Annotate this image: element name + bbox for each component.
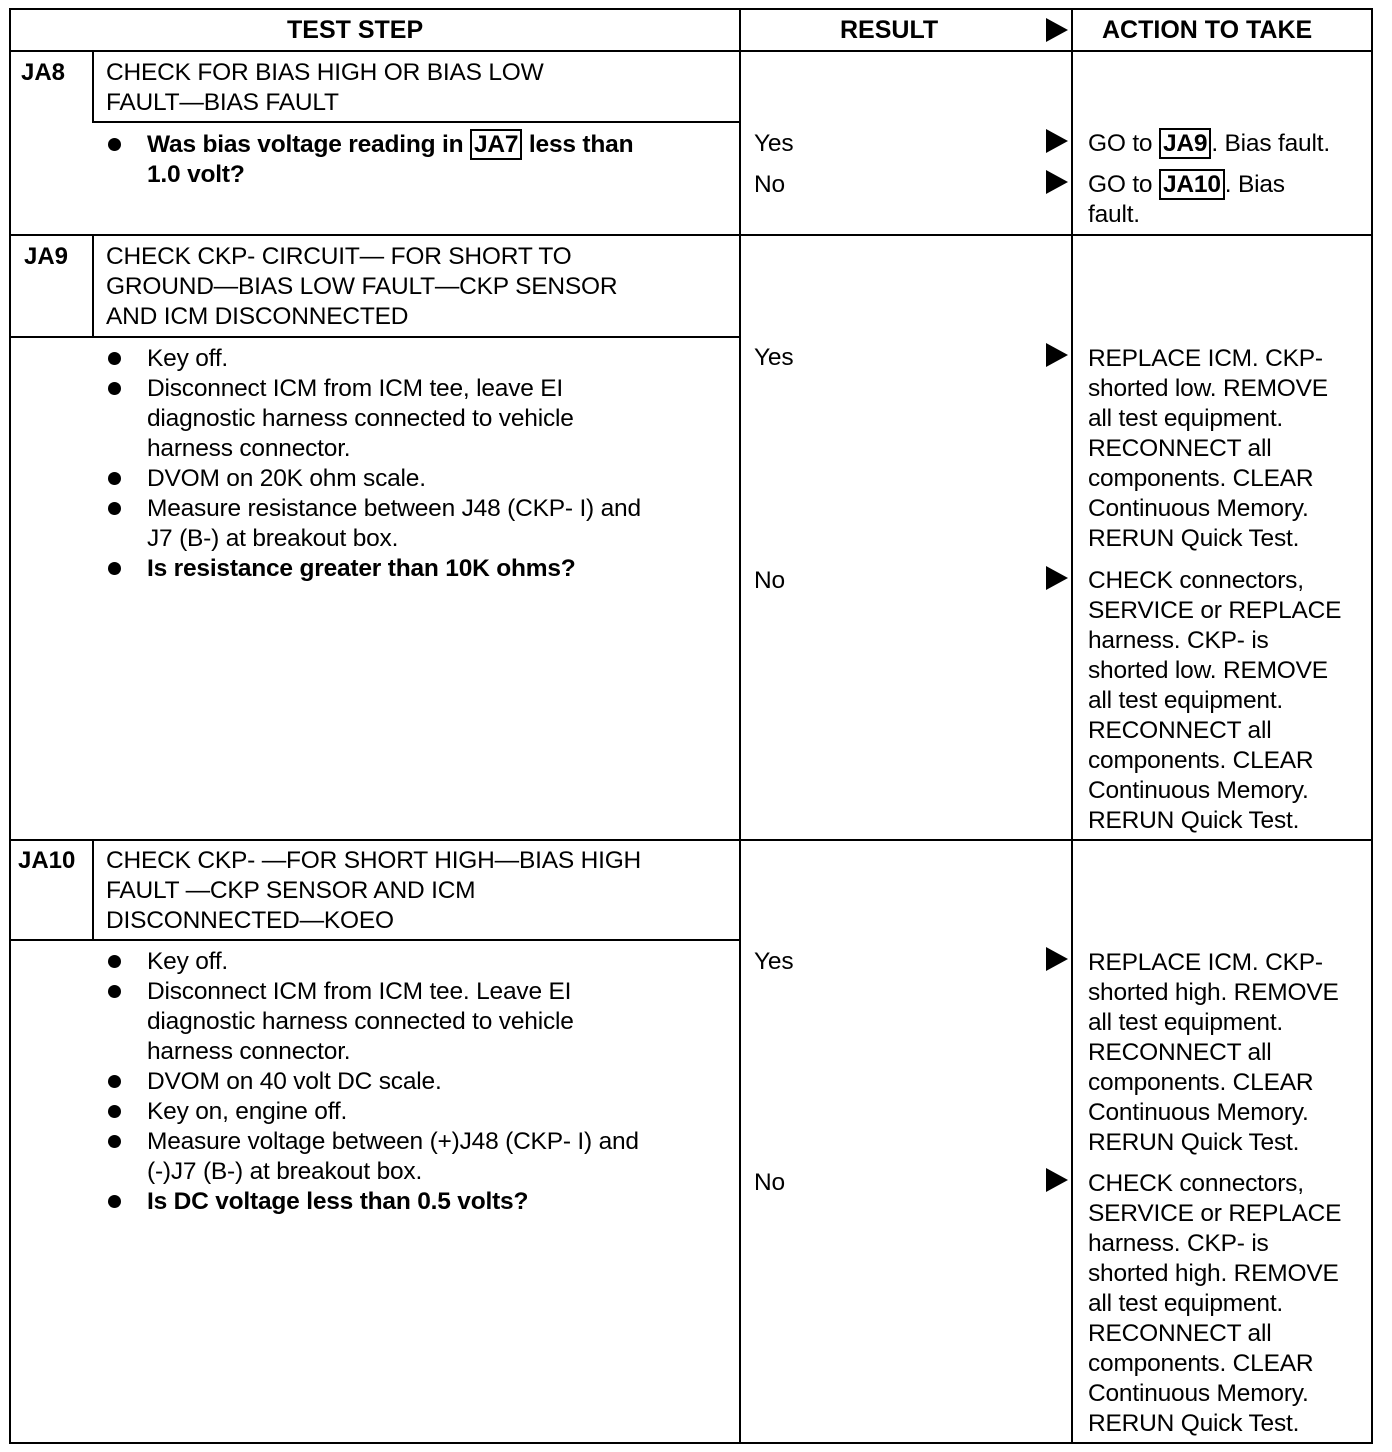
header-action: ACTION TO TAKE [1102,16,1313,44]
ref-ja9[interactable]: JA9 [1159,128,1211,159]
step-title-ja10-line2: FAULT —CKP SENSOR AND ICM [106,877,476,904]
bullet-icon [108,472,121,485]
action-ja10-yes: REPLACE ICM. CKP- [1088,949,1323,976]
step-item-ja10: Key off. [147,948,229,975]
step-item-ja10: diagnostic harness connected to vehicle [147,1008,574,1035]
step-title-ja8-line1: CHECK FOR BIAS HIGH OR BIAS LOW [106,59,544,86]
bullet-icon [108,1105,121,1118]
action-ja9-no: all test equipment. [1088,687,1284,714]
action-ja9-no: components. CLEAR [1088,747,1314,774]
step-title-ja9-line3: AND ICM DISCONNECTED [106,303,409,330]
action-ja10-yes: shorted high. REMOVE [1088,979,1339,1006]
step-item-ja10: Disconnect ICM from ICM tee. Leave EI [147,978,572,1005]
step-item-ja10: Key on, engine off. [147,1098,348,1125]
bullet-icon [108,985,121,998]
action-ja10-no: RERUN Quick Test. [1088,1410,1300,1437]
bullet-icon [108,382,121,395]
step-title-ja10-line3: DISCONNECTED—KOEO [106,907,394,934]
step-item-ja10: Measure voltage between (+)J48 (CKP- I) and [147,1128,639,1155]
divider-ja8-title [92,121,740,123]
action-ja9-yes: REPLACE ICM. CKP- [1088,345,1323,372]
action-ja9-yes: RERUN Quick Test. [1088,525,1300,552]
bullet-icon [108,502,121,515]
step-id-ja8: JA8 [21,59,66,86]
step-id-ja10: JA10 [18,847,76,874]
action-ja10-no: shorted high. REMOVE [1088,1260,1339,1287]
action-ja9-no: RECONNECT all [1088,717,1272,744]
action-ja9-no: RERUN Quick Test. [1088,807,1300,834]
arrow-icon [1046,170,1068,194]
arrow-icon [1046,129,1068,153]
divider-ja8-end [9,234,1373,236]
result-ja10-no: No [754,1169,785,1196]
step-title-ja9-line1: CHECK CKP- CIRCUIT— FOR SHORT TO [106,243,572,270]
bullet-icon [108,1075,121,1088]
divider-ja10-title [9,939,740,941]
step-question-ja8: Was bias voltage reading in JA7 less than [147,131,634,158]
arrow-icon [1046,566,1068,590]
step-item-ja9: Measure resistance between J48 (CKP- I) and [147,495,641,522]
result-ja8-yes: Yes [754,130,794,157]
action-ja10-no: Continuous Memory. [1088,1380,1309,1407]
step-item-ja9: DVOM on 20K ohm scale. [147,465,426,492]
action-ja9-no: CHECK connectors, [1088,567,1304,594]
action-ja9-no: harness. CKP- is [1088,627,1269,654]
ref-ja7[interactable]: JA7 [470,129,522,160]
action-ja9-yes: all test equipment. [1088,405,1284,432]
bullet-icon [108,1195,121,1208]
action-ja10-yes: Continuous Memory. [1088,1099,1309,1126]
header-result: RESULT [840,16,939,44]
action-ja9-yes: Continuous Memory. [1088,495,1309,522]
action-ja10-no: harness. CKP- is [1088,1230,1269,1257]
divider-action-col [1071,8,1073,1444]
step-item-ja9: diagnostic harness connected to vehicle [147,405,574,432]
result-ja9-yes: Yes [754,344,794,371]
step-title-ja8-line2: FAULT—BIAS FAULT [106,89,339,116]
step-title-ja9-line2: GROUND—BIAS LOW FAULT—CKP SENSOR [106,273,618,300]
action-ja9-yes: shorted low. REMOVE [1088,375,1328,402]
bullet-icon [108,1135,121,1148]
action-ja8-yes: GO to JA9 . Bias fault. [1088,130,1330,157]
action-ja8-no: GO to JA10 . Bias [1088,171,1285,198]
step-item-ja9: Key off. [147,345,229,372]
step-item-ja10: (-)J7 (B-) at breakout box. [147,1158,423,1185]
step-question-ja9: Is resistance greater than 10K ohms? [147,555,576,582]
action-ja10-no: SERVICE or REPLACE [1088,1200,1342,1227]
action-ja9-yes: RECONNECT all [1088,435,1272,462]
step-item-ja9: Disconnect ICM from ICM tee, leave EI [147,375,564,402]
action-ja10-yes: components. CLEAR [1088,1069,1314,1096]
arrow-icon [1046,947,1068,971]
step-item-ja9: harness connector. [147,435,351,462]
bullet-icon [108,138,121,151]
bullet-icon [108,955,121,968]
action-ja10-no: all test equipment. [1088,1290,1284,1317]
arrow-icon [1046,343,1068,367]
header-arrow-icon [1046,18,1068,42]
step-id-ja9: JA9 [24,243,69,270]
divider-ja9-id [92,234,94,337]
action-ja9-no: Continuous Memory. [1088,777,1309,804]
divider-header [9,50,1373,52]
divider-ja9-end [9,839,1373,841]
divider-ja9-title [9,336,740,338]
result-ja10-yes: Yes [754,948,794,975]
divider-ja10-id [92,839,94,940]
arrow-icon [1046,1168,1068,1192]
bullet-icon [108,352,121,365]
step-item-ja10: DVOM on 40 volt DC scale. [147,1068,442,1095]
divider-result-col [739,8,741,1444]
action-ja8-no-line2: fault. [1088,201,1140,228]
step-item-ja10: harness connector. [147,1038,351,1065]
action-ja9-no: SERVICE or REPLACE [1088,597,1342,624]
result-ja9-no: No [754,567,785,594]
action-ja10-yes: RERUN Quick Test. [1088,1129,1300,1156]
action-ja10-yes: all test equipment. [1088,1009,1284,1036]
divider-ja8-id [92,50,94,122]
action-ja10-no: CHECK connectors, [1088,1170,1304,1197]
step-question-ja8-line2: 1.0 volt? [147,161,245,188]
result-ja8-no: No [754,171,785,198]
action-ja9-no: shorted low. REMOVE [1088,657,1328,684]
step-question-ja10: Is DC voltage less than 0.5 volts? [147,1188,529,1215]
step-title-ja10-line1: CHECK CKP- —FOR SHORT HIGH—BIAS HIGH [106,847,642,874]
action-ja10-no: components. CLEAR [1088,1350,1314,1377]
step-item-ja9: J7 (B-) at breakout box. [147,525,399,552]
action-ja9-yes: components. CLEAR [1088,465,1314,492]
bullet-icon [108,562,121,575]
ref-ja10[interactable]: JA10 [1159,169,1225,200]
action-ja10-yes: RECONNECT all [1088,1039,1272,1066]
header-test-step: TEST STEP [287,16,424,44]
action-ja10-no: RECONNECT all [1088,1320,1272,1347]
